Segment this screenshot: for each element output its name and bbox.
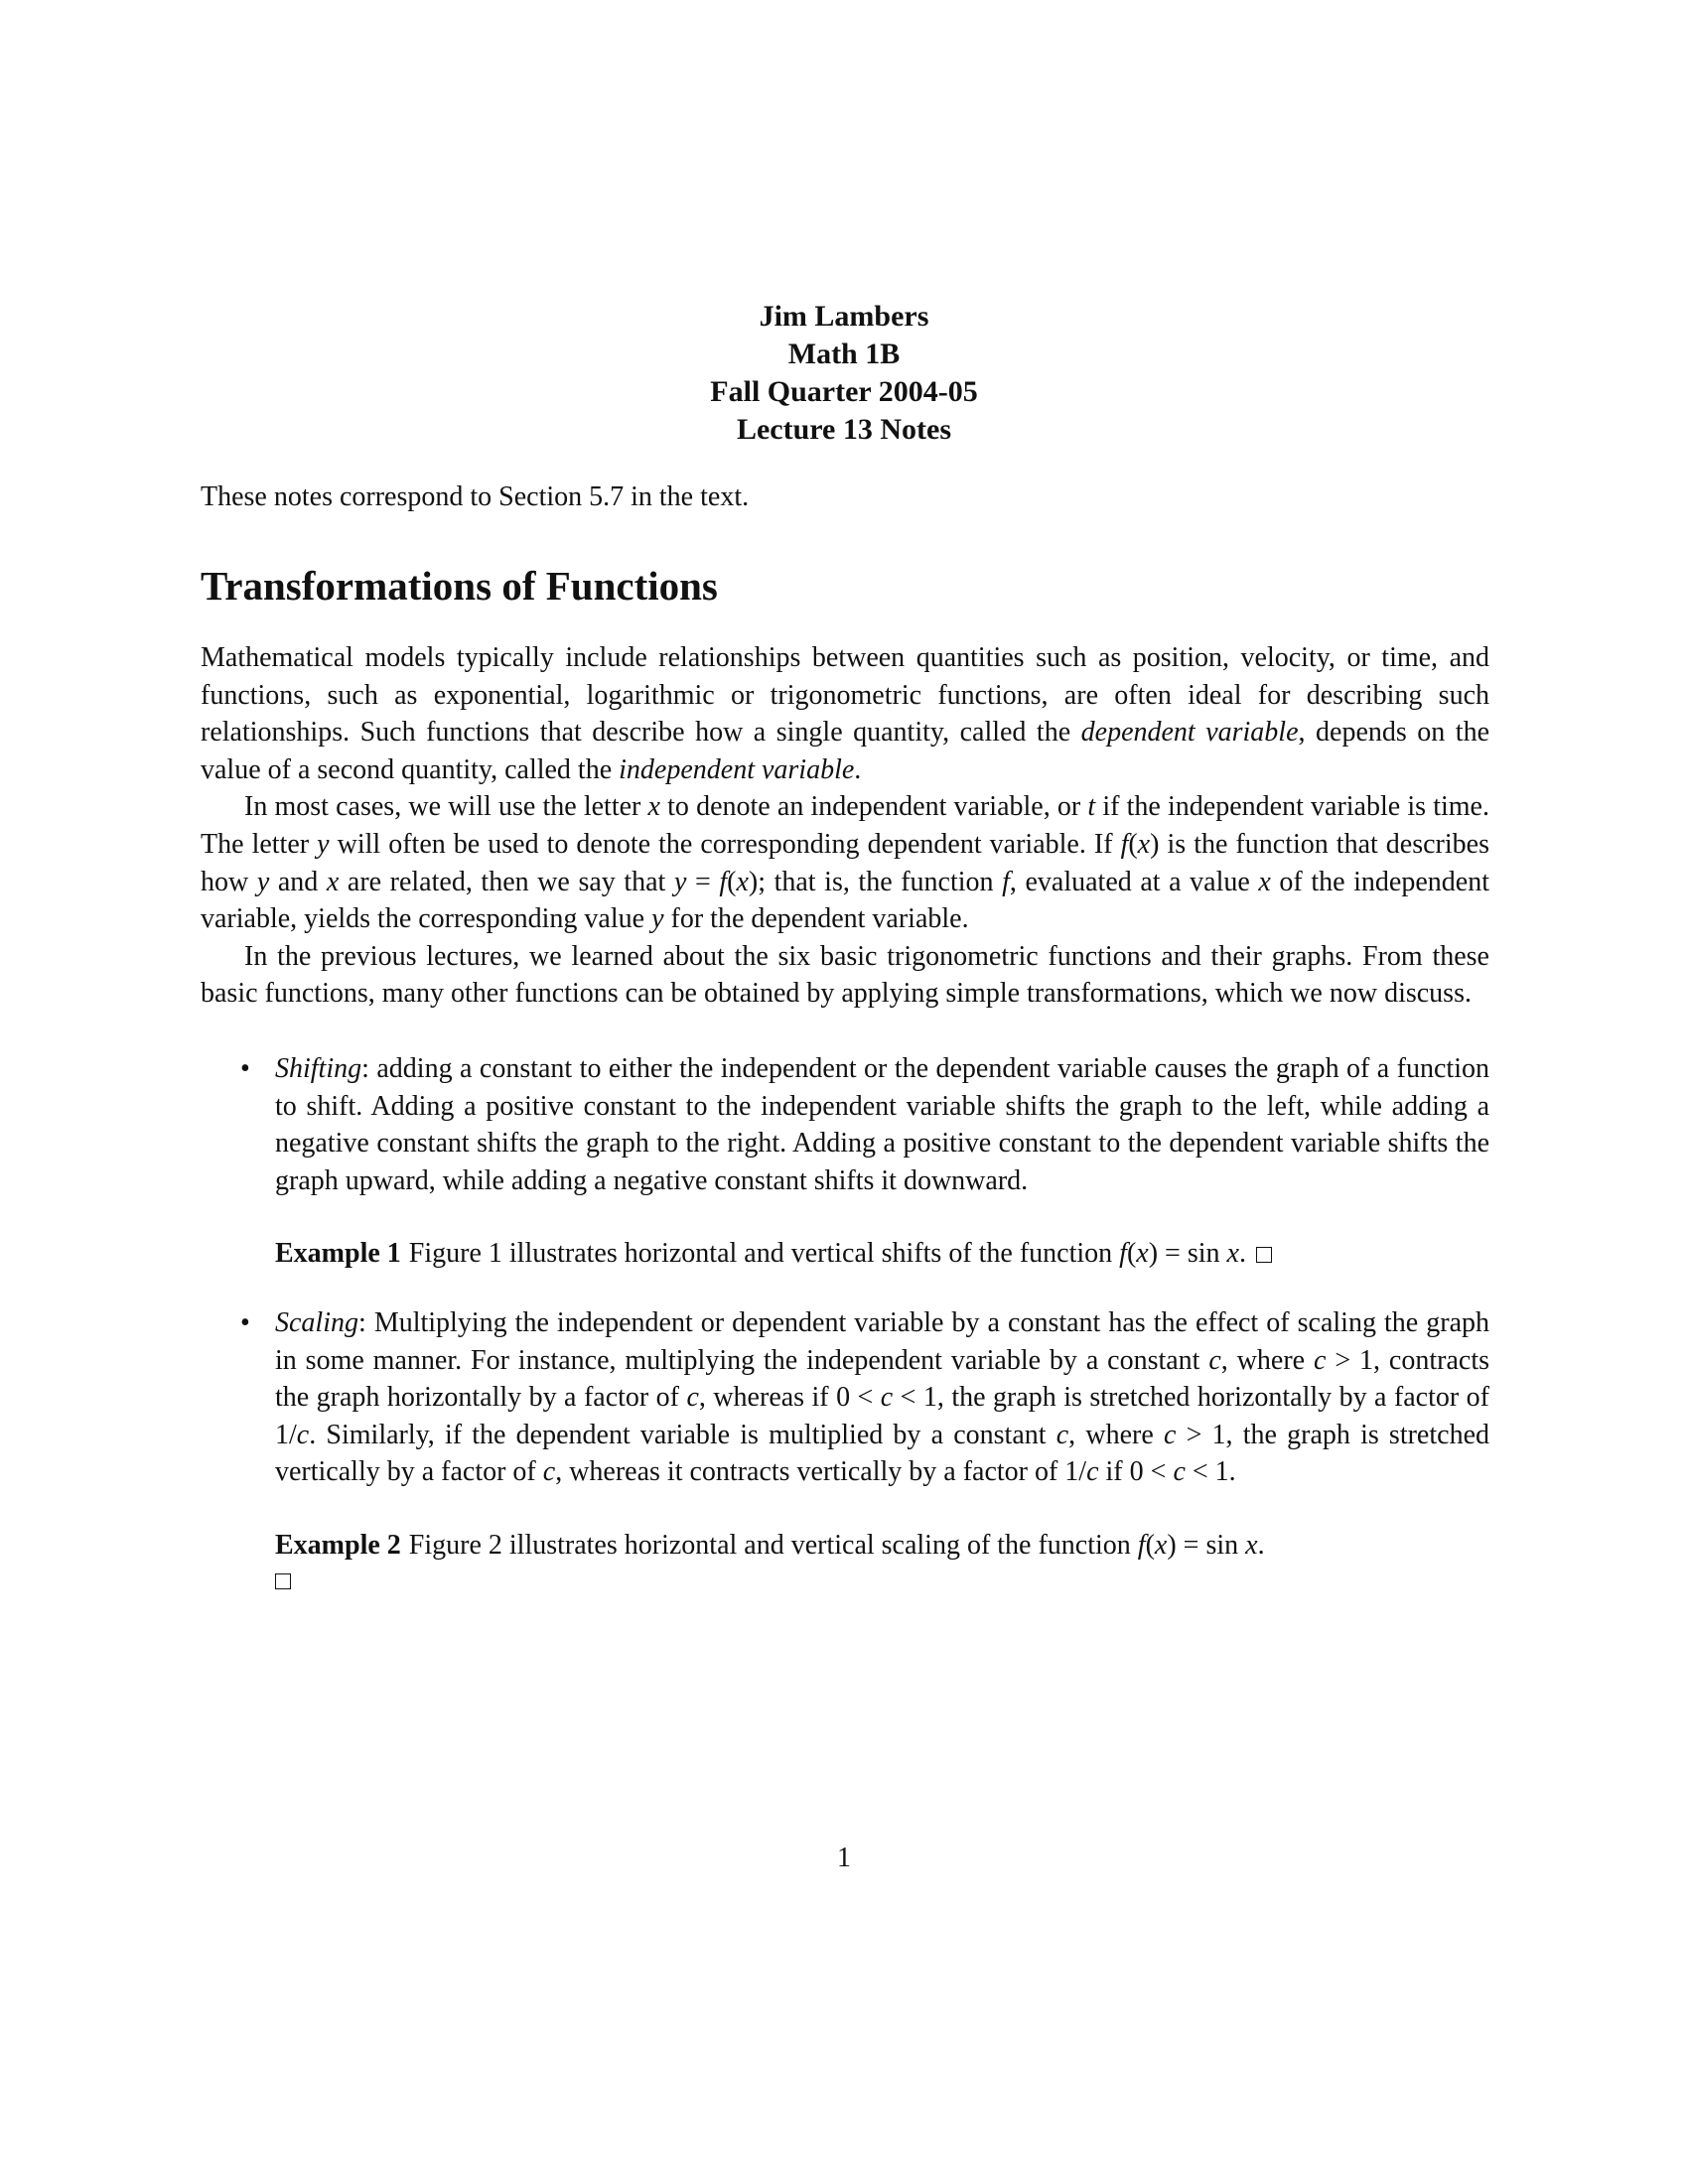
bullet-icon: •	[240, 1306, 250, 1338]
example-label: Example 2	[275, 1529, 401, 1561]
shifting-description: Shifting: adding a constant to either the independent or the dependent variable causes the graph of a function to shift. Adding a positive constant to the independent variable shifts the graph to the left, while adding a negative constant shifts the graph to the right. Adding a positive constant to the dependent variable shifts the graph upward, while adding a negative constant shifts it downward.	[275, 1052, 1489, 1196]
lecture-title: Lecture 13 Notes	[736, 413, 952, 446]
list-item-shifting	[201, 1050, 1489, 1273]
example-1: Example 1 Figure 1 illustrates horizontal and vertical shifts of the function f(x) = sin x.	[275, 1235, 1489, 1273]
example-label: Example 1	[275, 1238, 401, 1270]
paragraph-1: Mathematical models typically include relationships between quantities such as position, velocity, or time, and functions, such as exponential, logarithmic or trigonometric functions, are often ideal for describing such relationships. Such functions that describe how a single quantity, called the dependent variable, depends on the value of a second quantity, called the independent variable.	[201, 642, 1490, 785]
section-title: Transformations of Functions	[201, 563, 718, 609]
term: Fall Quarter 2004-05	[710, 375, 978, 408]
transformation-list	[201, 1050, 1489, 1590]
qed-box-icon	[275, 1573, 291, 1589]
body-text	[201, 639, 1489, 1621]
example-2: Example 2 Figure 2 illustrates horizontal and vertical scaling of the function f(x) = sin x.	[275, 1527, 1489, 1590]
course-name: Math 1B	[787, 338, 901, 370]
document-header	[0, 298, 1688, 449]
bullet-icon: •	[240, 1052, 250, 1084]
paragraph-3: In the previous lectures, we learned about the six basic trigonometric functions and their graphs. From these basic functions, many other functions can be obtained by applying simple transformations, which we now discuss.	[201, 940, 1489, 1010]
author-name: Jim Lambers	[759, 300, 929, 333]
intro-text: These notes correspond to Section 5.7 in the text.	[201, 481, 750, 512]
list-item-scaling	[201, 1304, 1489, 1590]
scaling-description: Scaling: Multiplying the independent or dependent variable by a constant has the effect of scaling the graph in some manner. For instance, multiplying the independent variable by a constant c, where c > 1, contracts the graph horizontally by a factor of c, whereas if 0 < c < 1, the graph is stretched horizontally by a factor of 1/c. Similarly, if the dependent variable is multiplied by a constant c, where c > 1, the graph is stretched vertically by a factor of c, whereas it contracts vertically by a factor of 1/c if 0 < c < 1.	[275, 1306, 1489, 1488]
qed-box-icon	[1256, 1247, 1272, 1263]
paragraph-2: In most cases, we will use the letter x to denote an independent variable, or t if the independent variable is time. The letter y will often be used to denote the corresponding dependent variable. If f(x) is the function that describes how y and x are related, then we say that y = f(x); that is, the function f, evaluated at a value x of the independent variable, yields the corresponding value y for the dependent variable.	[201, 791, 1489, 935]
page-number: 1	[837, 1843, 851, 1873]
